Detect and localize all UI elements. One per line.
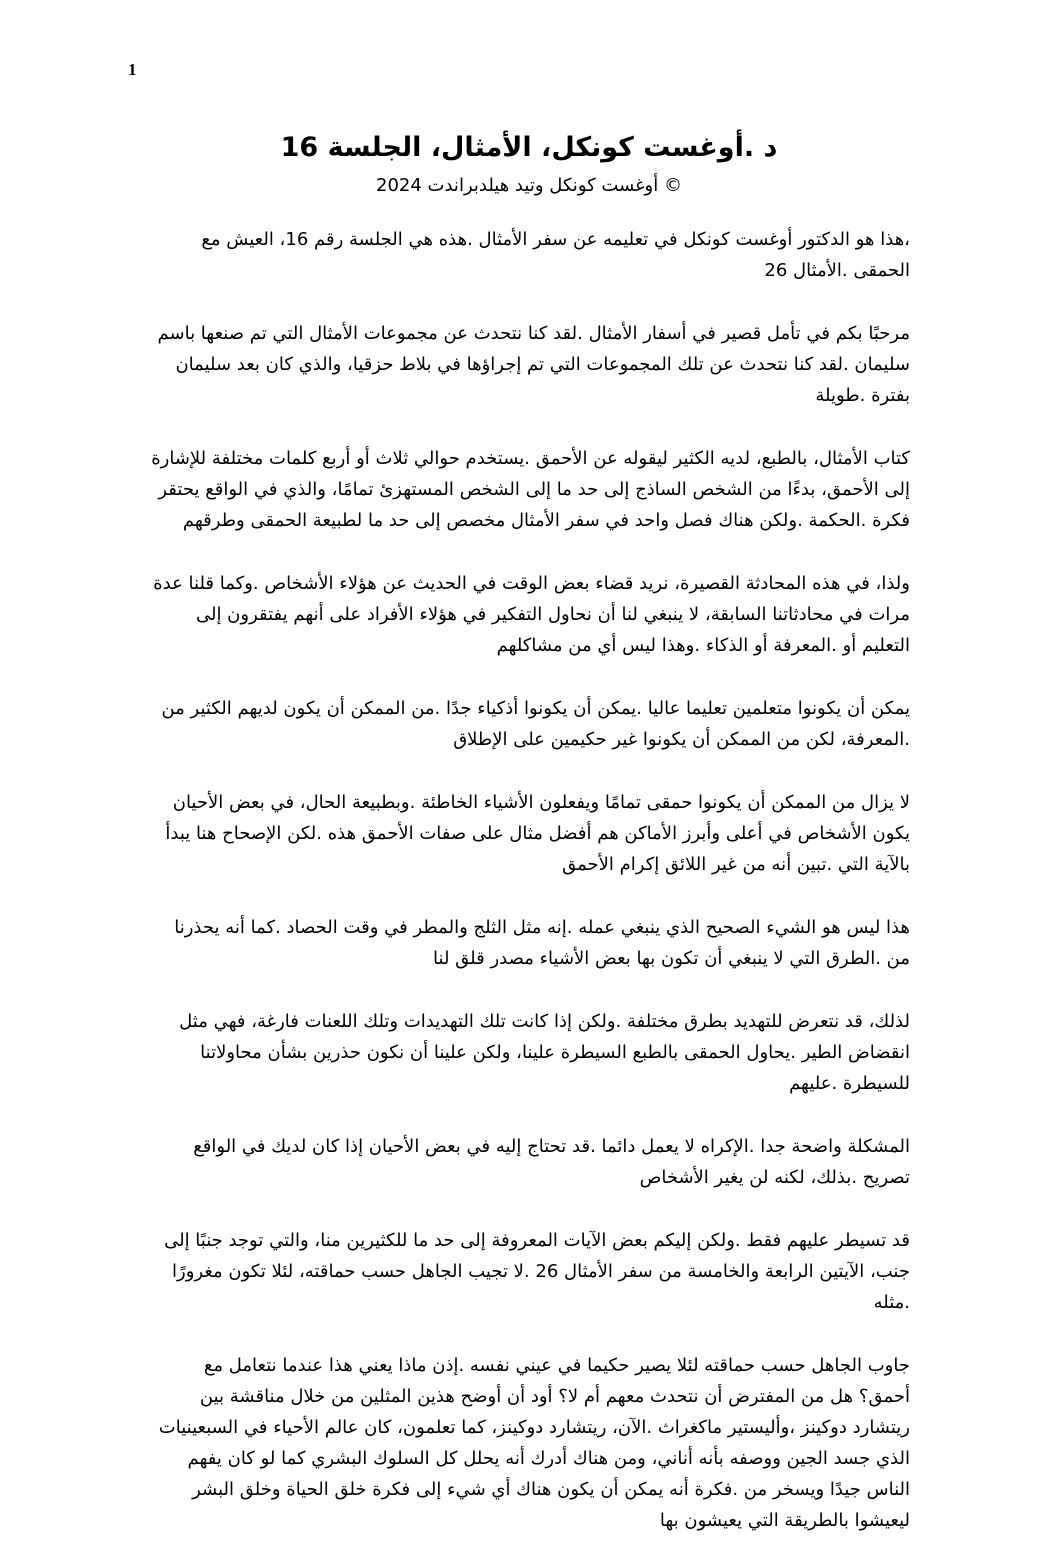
copyright-line: أوغست كونكل وتيد هيلدبراندت 2024 © [376,175,682,196]
paragraph: لذلك، قد نتعرض للتهديد بطرق مختلفة .ولكن إذا كانت تلك التهديدات وتلك اللعنات فارغة، فهي مثل انقضاض الطير .يحاول الحمقى بالطبع السيطرة علينا، ولكن علينا أن نكون حذرين بشأن محاولاتنا للسيطرة .عليهم [179,1011,910,1094]
paragraph: جاوب الجاهل حسب حماقته لئلا يصير حكيما في عيني نفسه .إذن ماذا يعني هذا عندما نتعامل مع أحمق؟ هل من المفترض أن نتحدث معهم أم لا؟ أود أن أوضح هذين المثلين من خلال مناقشة بين ريتشارد دوكينز ،وأليستير ماكغراث .الآن، ريتشارد دوكينز، كما تعلمون، كان عالم الأحياء في السبعينيات الذي جسد الجين ووصفه بأنه أناني، ومن هناك أدرك أنه يحلل كل السلوك البشري كما لو كان يفهم الناس جيدًا ويسخر من .فكرة أنه يمكن أن يكون هناك أي شيء إلى فكرة خلق الحياة وخلق البشر ليعيشوا بالطريقة التي يعيشون بها [158,1355,910,1531]
document-body [150,224,910,1568]
document-title: د .أوغست كونكل، الأمثال، الجلسة 16 [280,132,778,163]
paragraph: قد تسيطر عليهم فقط .ولكن إليكم بعض الآيات المعروفة إلى حد ما للكثيرين منا، والتي توجد جنبًا إلى جنب، الآيتين الرابعة والخامسة من سفر الأمثال 26 .لا تجيب الجاهل حسب حماقته، لئلا تكون مغرورًا .مثله [164,1230,910,1313]
paragraph: ولذا، في هذه المحادثة القصيرة، نريد قضاء بعض الوقت في الحديث عن هؤلاء الأشخاص .وكما قلنا عدة مرات في محادثاتنا السابقة، لا ينبغي لنا أن نحاول التفكير في هؤلاء الأفراد على أنهم يفتقرون إلى التعليم أو .المعرفة أو الذكاء .وهذا ليس أي من مشاكلهم [153,573,910,656]
paragraph: كتاب الأمثال، بالطبع، لديه الكثير ليقوله عن الأحمق .يستخدم حوالي ثلاث أو أربع كلمات مختلفة للإشارة إلى الأحمق، بدءًا من الشخص الساذج إلى حد ما إلى الشخص المستهزئ تمامًا، والذي في الواقع يحتقر فكرة .الحكمة .ولكن هناك فصل واحد في سفر الأمثال مخصص إلى حد ما لطبيعة الحمقى وطرقهم [151,448,910,531]
paragraph: لا يزال من الممكن أن يكونوا حمقى تمامًا ويفعلون الأشياء الخاطئة .وبطبيعة الحال، في بعض الأحيان يكون الأشخاص في أعلى وأبرز الأماكن هم أفضل مثال على صفات الأحمق هذه .لكن الإصحاح هنا يبدأ بالآية التي .تبين أنه من غير اللائق إكرام الأحمق [165,792,910,875]
paragraph: يمكن أن يكونوا متعلمين تعليما عاليا .يمكن أن يكونوا أذكياء جدًا .من الممكن أن يكون لديهم الكثير من .المعرفة، لكن من الممكن أن يكونوا غير حكيمين على الإطلاق [161,698,910,750]
page-number: 1 [128,60,137,79]
paragraph: ،هذا هو الدكتور أوغست كونكل في تعليمه عن سفر الأمثال .هذه هي الجلسة رقم 16، العيش مع الحمقى .الأمثال 26 [201,229,910,281]
paragraph: مرحبًا بكم في تأمل قصير في أسفار الأمثال .لقد كنا نتحدث عن مجموعات الأمثال التي تم صنعها باسم سليمان .لقد كنا نتحدث عن تلك المجموعات التي تم إجراؤها في بلاط حزقيا، والذي كان بعد سليمان بفترة .طويلة [157,323,910,406]
paragraph: المشكلة واضحة جدا .الإكراه لا يعمل دائما .قد تحتاج إليه في بعض الأحيان إذا كان لديك في الواقع تصريح .بذلك، لكنه لن يغير الأشخاص [193,1136,910,1188]
paragraph: هذا ليس هو الشيء الصحيح الذي ينبغي عمله .إنه مثل الثلج والمطر في وقت الحصاد .كما أنه يحذرنا من .الطرق التي لا ينبغي أن تكون بها بعض الأشياء مصدر قلق لنا [174,917,910,969]
